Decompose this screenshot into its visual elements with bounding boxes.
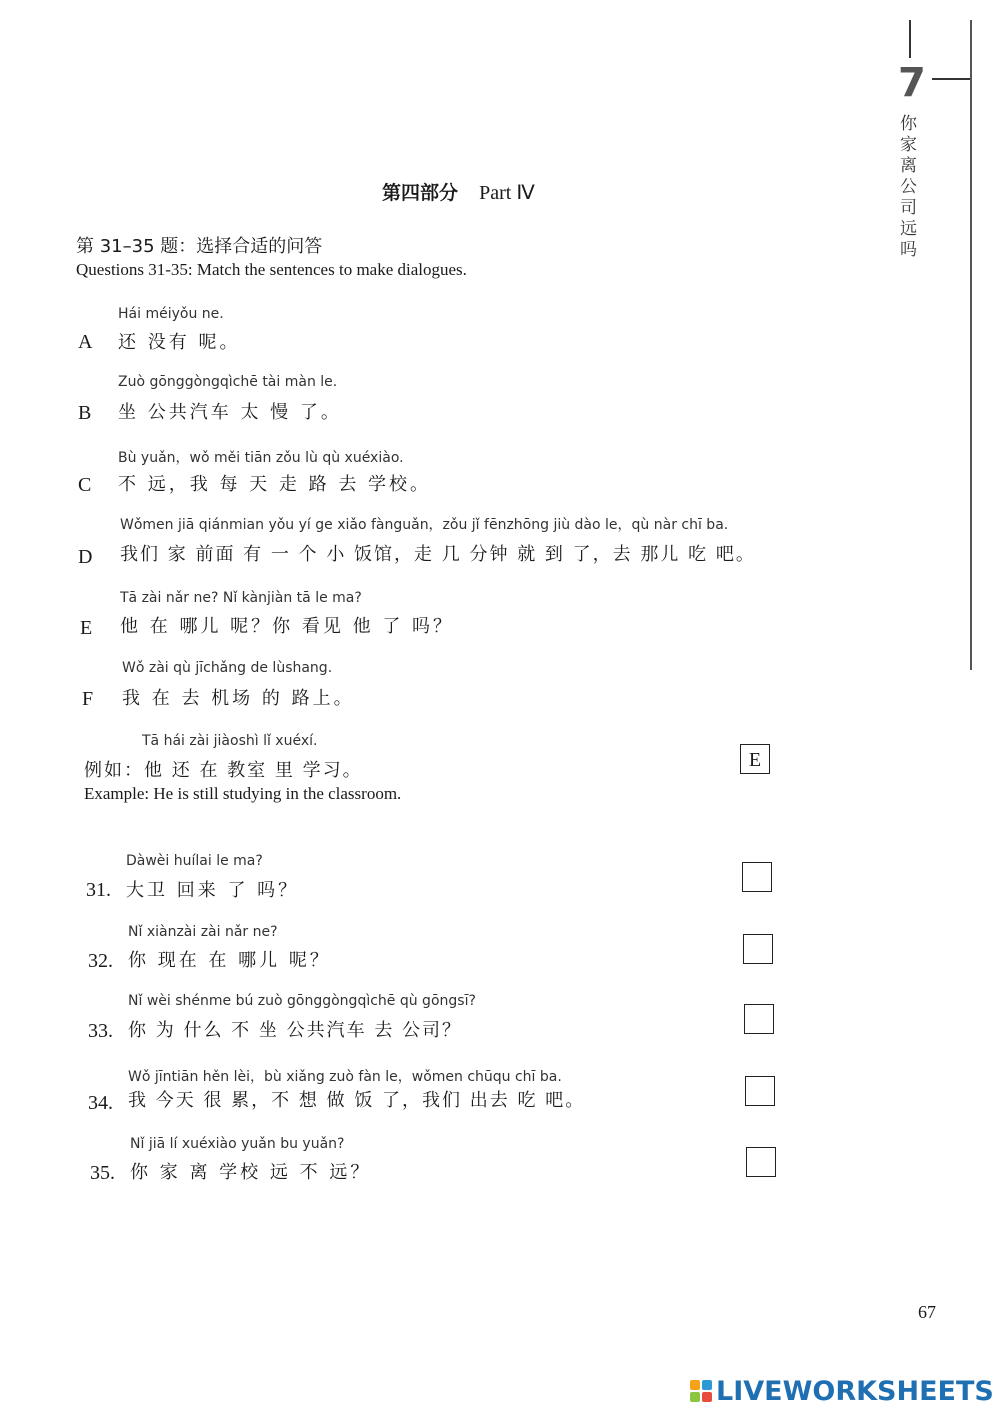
question-35-text: 你 家 离 学校 远 不 远？: [130, 1162, 372, 1183]
option-c-letter: C: [78, 474, 92, 496]
question-31-pinyin: Dàwèi huílai le ma?: [126, 853, 263, 869]
margin-line-right: [970, 20, 972, 670]
question-34-pinyin: Wǒ jīntiān hěn lèi，bù xiǎng zuò fàn le，wǒmen chūqu chī ba.: [128, 1069, 562, 1085]
margin-line-top: [909, 20, 911, 58]
option-a-letter: A: [78, 331, 93, 353]
question-31-number: 31.: [86, 879, 111, 901]
example-text: 例如：他 还 在 教室 里 学习。: [84, 760, 363, 781]
option-b-text: 坐 公共汽车 太 慢 了。: [118, 402, 342, 423]
option-e-pinyin: Tā zài nǎr ne? Nǐ kànjiàn tā le ma?: [120, 590, 362, 606]
option-f-text: 我 在 去 机场 的 路上。: [122, 688, 355, 709]
chapter-number: 7: [898, 60, 926, 106]
page-number: 67: [918, 1302, 936, 1322]
option-e-letter: E: [80, 617, 93, 639]
option-b-letter: B: [78, 402, 92, 424]
option-c-pinyin: Bù yuǎn，wǒ měi tiān zǒu lù qù xuéxiào.: [118, 450, 404, 466]
margin-line-horizontal: [932, 78, 972, 80]
liveworksheets-logo: [690, 1376, 994, 1407]
question-33-number: 33.: [88, 1020, 113, 1042]
example-pinyin: Tā hái zài jiàoshì lǐ xuéxí.: [142, 733, 318, 749]
option-d-text: 我们 家 前面 有 一 个 小 饭馆，走 几 分钟 就 到 了，去 那儿 吃 吧。: [120, 544, 756, 565]
option-d-letter: D: [78, 546, 93, 568]
option-c-text: 不 远，我 每 天 走 路 去 学校。: [118, 474, 432, 495]
example-answer-box: E: [740, 744, 770, 774]
example-english: Example: He is still studying in the classroom.: [84, 784, 402, 803]
question-33-pinyin: Nǐ wèi shénme bú zuò gōnggòngqìchē qù gōngsī?: [128, 993, 476, 1009]
question-35-number: 35.: [90, 1162, 115, 1184]
question-32-text: 你 现在 在 哪儿 呢？: [128, 950, 331, 971]
part-label: Part Ⅳ: [479, 182, 535, 204]
option-d-pinyin: Wǒmen jiā qiánmian yǒu yí ge xiǎo fànguǎn，zǒu jǐ fēnzhōng jiù dào le，qù nàr chī ba.: [120, 517, 729, 533]
option-f-pinyin: Wǒ zài qù jīchǎng de lùshang.: [122, 660, 333, 676]
section-title: 第四部分: [382, 182, 459, 204]
question-34-answer-box[interactable]: [745, 1076, 775, 1106]
option-b-pinyin: Zuò gōnggòngqìchē tài màn le.: [118, 374, 338, 390]
question-34-number: 34.: [88, 1092, 113, 1114]
option-a-pinyin: Hái méiyǒu ne.: [118, 306, 224, 322]
question-35-answer-box[interactable]: [746, 1147, 776, 1177]
question-31-text: 大卫 回来 了 吗？: [126, 880, 300, 901]
question-32-pinyin: Nǐ xiànzài zài nǎr ne?: [128, 924, 278, 940]
instructions-chinese: 第 31–35 题：选择合适的问答: [76, 236, 323, 257]
option-f-letter: F: [82, 688, 94, 710]
instructions-english: Questions 31-35: Match the sentences to make dialogues.: [76, 260, 467, 279]
logo-icon: [690, 1380, 712, 1402]
question-31-answer-box[interactable]: [742, 862, 772, 892]
chapter-title: 你家离公司远吗: [900, 114, 917, 260]
question-32-number: 32.: [88, 950, 113, 972]
question-35-pinyin: Nǐ jiā lí xuéxiào yuǎn bu yuǎn?: [130, 1136, 345, 1152]
section-header: [382, 178, 535, 205]
question-32-answer-box[interactable]: [743, 934, 773, 964]
option-e-text: 他 在 哪儿 呢？你 看见 他 了 吗？: [120, 616, 455, 637]
question-34-text: 我 今天 很 累，不 想 做 饭 了，我们 出去 吃 吧。: [128, 1090, 586, 1111]
question-33-text: 你 为 什么 不 坐 公共汽车 去 公司？: [128, 1020, 463, 1041]
logo-text: LIVEWORKSHEETS: [716, 1376, 994, 1407]
option-a-text: 还 没有 呢。: [118, 332, 241, 353]
question-33-answer-box[interactable]: [744, 1004, 774, 1034]
